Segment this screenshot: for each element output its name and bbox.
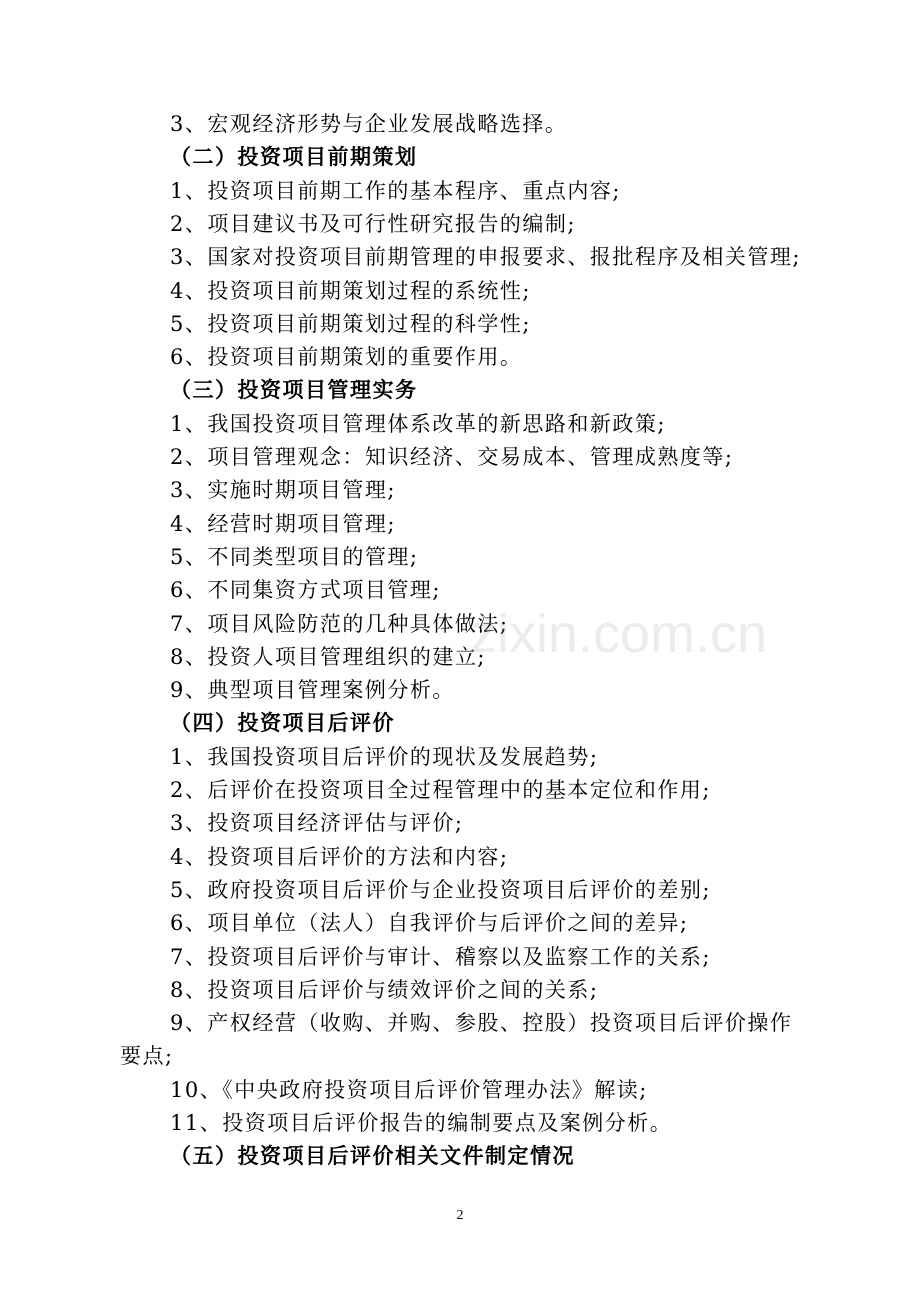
watermark: zixin.com.cn — [470, 604, 768, 664]
list-item: 3、实施时期项目管理; — [170, 478, 396, 503]
list-item: 7、项目风险防范的几种具体做法; — [170, 611, 509, 636]
list-item: 4、投资项目后评价的方法和内容; — [170, 844, 509, 869]
page-number: 2 — [456, 1208, 464, 1223]
list-item: 5、不同类型项目的管理; — [170, 544, 419, 569]
list-item: 6、项目单位（法人）自我评价与后评价之间的差异; — [170, 911, 689, 936]
section-heading: （四）投资项目后评价 — [170, 711, 395, 736]
list-item: 9、产权经营（收购、并购、参股、控股）投资项目后评价操作 — [170, 1011, 793, 1036]
list-item: 3、国家对投资项目前期管理的申报要求、报批程序及相关管理; — [170, 245, 801, 270]
list-item: 5、投资项目前期策划过程的科学性; — [170, 311, 531, 336]
list-item: 要点; — [120, 1044, 174, 1069]
list-item: 8、投资项目后评价与绩效评价之间的关系; — [170, 977, 599, 1002]
list-item: 2、项目建议书及可行性研究报告的编制; — [170, 211, 576, 236]
list-item: 1、我国投资项目管理体系改革的新思路和新政策; — [170, 411, 666, 436]
list-item: 4、经营时期项目管理; — [170, 511, 396, 536]
list-item: 5、政府投资项目后评价与企业投资项目后评价的差别; — [170, 877, 711, 902]
list-item: 1、我国投资项目后评价的现状及发展趋势; — [170, 744, 599, 769]
section-heading: （二）投资项目前期策划 — [170, 145, 418, 170]
list-item: 7、投资项目后评价与审计、稽察以及监察工作的关系; — [170, 944, 711, 969]
list-item: 3、投资项目经济评估与评价; — [170, 811, 464, 836]
list-item: 6、投资项目前期策划的重要作用。 — [170, 345, 523, 370]
list-item: 8、投资人项目管理组织的建立; — [170, 644, 486, 669]
section-heading: （三）投资项目管理实务 — [170, 378, 418, 403]
list-item: 3、宏观经济形势与企业发展战略选择。 — [170, 112, 568, 136]
list-item: 1、投资项目前期工作的基本程序、重点内容; — [170, 178, 621, 203]
section-heading: （五）投资项目后评价相关文件制定情况 — [170, 1144, 575, 1169]
list-item: 2、项目管理观念：知识经济、交易成本、管理成熟度等; — [170, 445, 734, 469]
list-item: 9、典型项目管理案例分析。 — [170, 678, 455, 703]
list-item: 4、投资项目前期策划过程的系统性; — [170, 278, 531, 303]
list-item: 2、后评价在投资项目全过程管理中的基本定位和作用; — [170, 778, 711, 802]
list-item: 10、《中央政府投资项目后评价管理办法》解读; — [170, 1077, 648, 1102]
list-item: 11、投资项目后评价报告的编制要点及案例分析。 — [170, 1111, 673, 1135]
list-item: 6、不同集资方式项目管理; — [170, 578, 441, 603]
